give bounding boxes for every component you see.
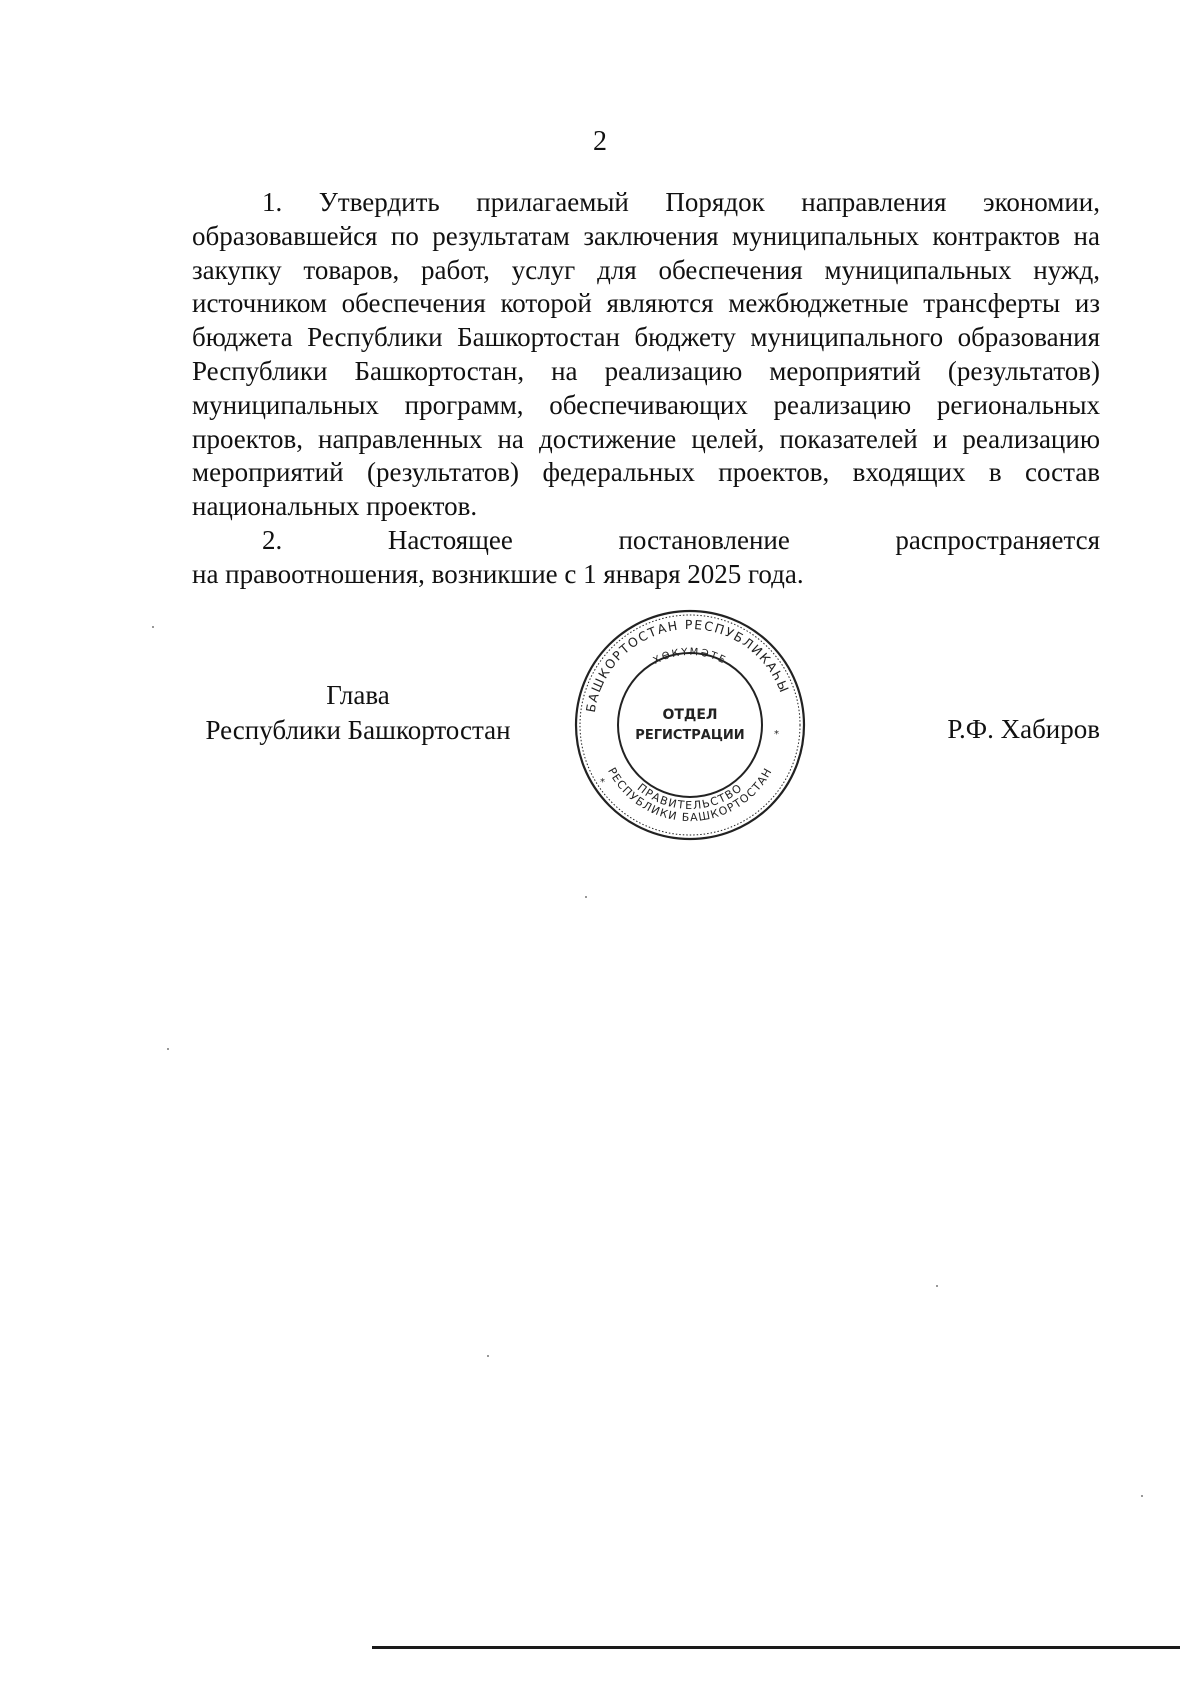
- paragraph-2: [192, 524, 1100, 592]
- footer-scan-line: [372, 1646, 1180, 1649]
- scan-speck: [167, 1048, 169, 1050]
- scan-speck: [487, 1355, 489, 1357]
- scan-speck: [1141, 1495, 1143, 1497]
- signatory-position-line2: Республики Башкортостан: [205, 715, 511, 745]
- registration-stamp: [572, 607, 808, 843]
- stamp-inner-top-text: ХӨКҮМӘТЕ: [651, 646, 729, 667]
- stamp-inner-bottom-text: ПРАВИТЕЛЬСТВО: [634, 780, 746, 813]
- paragraph-1: 1. Утвердить прилагаемый Порядок направления экономии, образовавшейся по результатам заключения муниципальных контрактов на закупку товаров, работ, услуг для обеспечения муниципальных нужд, источником обеспечения которой являются межбюджетные трансферты из бюджета Республики Башкортостан бюджету муниципального образования Республики Башкортостан, на реализацию мероприятий (результатов) муниципальных программ, обеспечивающих реализацию региональных проектов, направленных на достижение целей, показателей и реализацию мероприятий (результатов) федеральных проектов, входящих в состав национальных проектов.: [192, 187, 1100, 522]
- paragraph-2-rest: на правоотношения, возникшие с 1 января 2025 года.: [192, 558, 804, 589]
- stamp-graphic: [572, 607, 808, 843]
- stamp-center-line1: ОТДЕЛ: [662, 707, 718, 723]
- scan-speck: [152, 626, 154, 628]
- signatory-position-line1: Глава: [326, 680, 390, 710]
- signatory-position: [190, 678, 526, 748]
- scan-speck: [585, 896, 587, 898]
- stamp-inner-ring: [618, 653, 762, 797]
- stamp-outer-text: БАШКОРТОСТАН РЕСПУБЛИКАҺЫ: [582, 616, 793, 714]
- stamp-center-line2: РЕГИСТРАЦИИ: [635, 728, 745, 743]
- document-body: [192, 186, 1100, 592]
- stamp-star-left: *: [600, 777, 605, 788]
- stamp-star-right: *: [774, 729, 779, 740]
- scan-speck: [936, 1285, 938, 1287]
- page-number: 2: [593, 126, 607, 157]
- signatory-name: Р.Ф. Хабиров: [947, 714, 1100, 744]
- stamp-outer-bottom-text: РЕСПУБЛИКИ БАШКОРТОСТАН: [605, 765, 775, 825]
- paragraph-2-first-line: 2. Настоящее постановление распространяется: [262, 524, 1100, 555]
